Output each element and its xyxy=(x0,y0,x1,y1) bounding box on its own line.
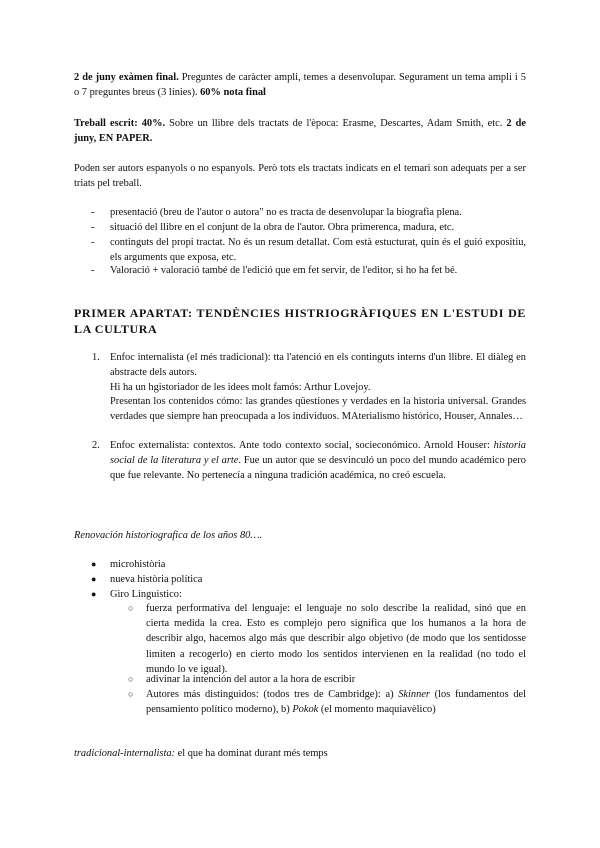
numbered-item-2-rest: . Fue un autor que se desvinculó un poco del mundo académico pero que fue relevante. No pertenecía a ninguna tradición académica, no creó escuela. xyxy=(110,455,526,482)
renovacion-heading: Renovación historiografica de los años 80…. xyxy=(74,530,263,541)
bullet-item-3: Giro Linguistico: xyxy=(110,589,182,600)
section-heading: PRIMER APARTAT: TENDÈNCIES HISTRIOGRÀFIQUES EN L'ESTUDI DE LA CULTURA xyxy=(74,306,526,336)
bullet-marker: ● xyxy=(91,574,97,584)
author-pokok: Pokok xyxy=(292,704,319,716)
exam-description: Preguntes de caràcter ampli, temes a desenvolupar. Segurament un tema ampli i 5 o 7 preguntes breus (3 línies). xyxy=(74,72,526,99)
dash-marker: - xyxy=(91,237,95,248)
list-number-2: 2. xyxy=(92,440,100,451)
work-description: Sobre un llibre dels tractats de l'època: Erasme, Descartes, Adam Smith, etc. xyxy=(165,118,507,129)
final-line-text: el que ha dominat durant més temps xyxy=(175,748,328,759)
numbered-item-1-line2: Hi ha un hgistoriador de les idees molt famós: Arthur Lovejoy. xyxy=(110,382,371,393)
exam-weight: 60% nota final xyxy=(200,87,266,99)
sub-bullet-2: adivinar la intención del autor a la hora de escribir xyxy=(146,674,356,685)
author-skinner: Skinner xyxy=(398,689,430,700)
dash-item-3: continguts del propi tractat. No és un resum detallat. Com està estucturat, quin és el guió expositiu, els arguments que exposa, etc. xyxy=(110,237,526,264)
sub-bullet-1: fuerza performativa del lenguaje: el lenguaje no solo describe la realidad, sinó que en cierta medida la crea. Esto es complejo pero significa que los humanos a la hora de describir algo, hacemos algo más que describir algo objetivo (de modo que los sentidosse limiten a recogerlo) en cierto modo los sentidos intervienen en la realidad (no todo el mundo lo ve igual). xyxy=(146,603,526,675)
numbered-item-2 xyxy=(110,438,526,484)
bullet-item-2: nueva història política xyxy=(110,574,203,585)
circle-marker: ○ xyxy=(128,689,134,699)
sub-bullet-3 xyxy=(146,687,526,717)
authors-paragraph: Poden ser autors espanyols o no espanyols. Però tots els tractats indicats en el temari son adequats per a ser triats pel treball. xyxy=(74,163,526,190)
final-line-label: tradicional-internalista: xyxy=(74,748,176,759)
book-title: historia social de la literatura y el arte xyxy=(110,440,526,467)
bullet-item-1: microhistòria xyxy=(110,559,166,570)
numbered-item-1-line3: Presentan los contenidos cómo: las grandes qüestiones y verdades en la historia universal. Grandes verdades que siempre han preocupada a los individuos. MAterialismo histórico, Houser, Annales… xyxy=(110,396,526,423)
dash-marker: - xyxy=(91,207,95,218)
dash-item-2: situació del llibre en el conjunt de la obra de l'autor. Obra primerenca, madura, etc. xyxy=(110,222,455,233)
exam-date: 2 de juny exàmen final. xyxy=(74,72,179,83)
sub-bullet-3-end: (el momento maquiavèlico) xyxy=(318,704,436,716)
dash-marker: - xyxy=(91,265,95,276)
dash-item-4: Valoració + valoració també de l'edició que em fet servir, de l'editor, si ho ha fet bé. xyxy=(110,265,458,276)
final-line xyxy=(74,746,526,761)
sub-bullet-3-text: Autores más distinguidos: (todos tres de Cambridge): a) xyxy=(146,689,399,700)
circle-marker: ○ xyxy=(128,603,134,613)
work-label: Treball escrit: 40%. xyxy=(74,118,166,129)
work-paragraph xyxy=(74,116,526,146)
bullet-marker: ● xyxy=(91,559,97,569)
dash-marker: - xyxy=(91,222,95,233)
sub-bullet-3-mid: (los fundamentos del pensamiento político moderno), b) xyxy=(146,689,527,716)
bullet-marker: ● xyxy=(91,589,97,599)
work-date: 2 de juny, EN PAPER. xyxy=(74,118,527,145)
numbered-item-2-text: Enfoc externalista: contextos. Ante todo contexto social, socieconómico. Arnold Houser: xyxy=(110,440,494,451)
circle-marker: ○ xyxy=(128,674,134,684)
list-number-1: 1. xyxy=(92,352,100,363)
dash-item-1: presentació (breu de l'autor o autora" no es tracta de desenvolupar la biografia plena. xyxy=(110,207,462,218)
exam-paragraph xyxy=(74,70,526,100)
numbered-item-1-line1: Enfoc internalista (el més tradicional): tta l'atenció en els continguts interns d'un llibre. El diàleg en abstracte dels autors. xyxy=(110,352,526,379)
